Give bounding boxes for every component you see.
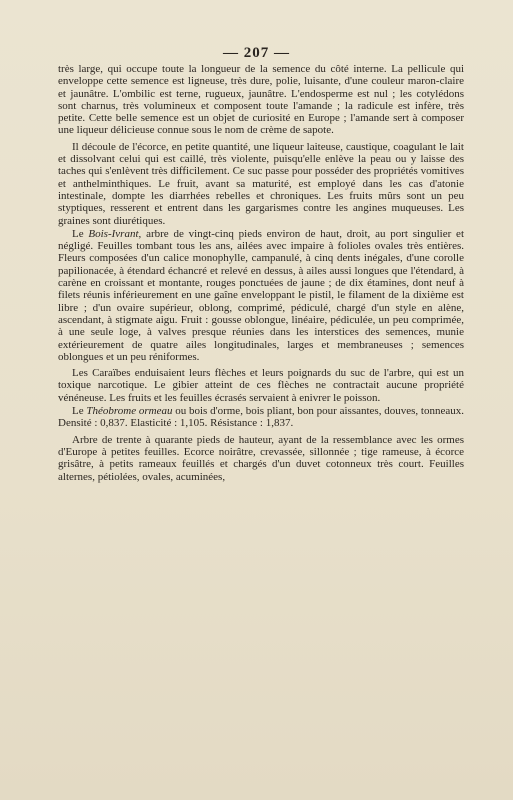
page-body — [58, 63, 464, 484]
paragraph-sapote-latex — [58, 141, 464, 227]
paragraph-text: arbre de vingt-cinq pieds environ de haut, droit, au port singulier et négligé. Feuilles tombant tous les ans, ailées avec impaire à folioles ovales très entières. Fleurs composées d'un calice monophylle, campanulé, à cinq dents inégales, d'une corolle papilionacée, à étendard échancré et relevé en dessus, à ailes aussi longues que l'étendard, à carène en croissant et montante, rouges ponctuées de jaune ; de dix étamines, dont neuf à filets réunis inférieurement en une gaîne enveloppant le pistil, le filament de la dixième est libre ; d'un ovaire supérieur, oblong, comprimé, pédiculé, chargé d'un style en alène, ascendant, à stigmate aigu. Fruit : gousse oblongue, linéaire, pédiculée, un peu comprimée, à une seule loge, à valves presque réunies dans les interstices des semences, munie extérieurement de quatre ailes longitudinales, larges et membraneuses ; semences oblongues et un peu réniformes. — [58, 227, 464, 363]
paragraph-lead: Le — [72, 227, 89, 240]
species-name-theobrome: Théobrome ormeau — [86, 405, 173, 418]
paragraph-text: Arbre de trente à quarante pieds de hauteur, ayant de la ressemblance avec les ormes d'Europe à petites feuilles. Ecorce noirâtre, crevassée, sillonnée ; tige rameuse, à écorce grisâtre, à petits rameaux feuillés et chargés d'un duvet cotonneux très court. Feuilles alternes, pétiolées, ovales, acuminées, — [58, 433, 464, 483]
paragraph-sapote-seed — [58, 63, 464, 137]
paragraph-theobrome — [58, 405, 464, 430]
paragraph-text: Les Caraïbes enduisaient leurs flèches et leurs poignards du suc de l'arbre, qui est un toxique narcotique. Le gibier atteint de ces flèches ne contractait aucune propriété vénéneuse. Les fruits et les feuilles écrasés servaient à enivrer le poisson. — [58, 367, 464, 404]
paragraph-lead: Le — [72, 405, 87, 418]
paragraph-caraibes — [58, 367, 464, 404]
paragraph-arbre-description — [58, 434, 464, 483]
paragraph-text: ou bois d'orme, bois pliant, bon pour aissantes, douves, tonneaux. Densité : 0,837. Elasticité : 1,105. Résistance : 1,837. — [58, 405, 464, 430]
paragraph-bois-ivrant — [58, 228, 464, 363]
paragraph-text: très large, qui occupe toute la longueur de la semence du côté interne. La pellicule qui enveloppe cette semence est ligneuse, très dure, polie, luisante, d'une couleur maron-claire et jaunâtre. L'ombilic est terne, rugueux, jaunâtre. L'endosperme est nul ; les cotylédons sont charnus, très volumineux et composent toute l'amande ; la radicule est infère, très petite. Cette belle semence est un objet de curiosité en Europe ; l'amande sert à composer une liqueur délicieuse connue sous le nom de crème de sapote. — [58, 63, 464, 137]
species-name-bois-ivrant: Bois-Ivrant, — [88, 227, 142, 240]
paragraph-text: Il découle de l'écorce, en petite quantité, une liqueur laiteuse, caustique, coagulant le lait et dissolvant celui qui est caillé, très violente, puisqu'elle enlève la peau ou y laisse des taches qui s'enlèvent très difficilement. Ce suc passe pour posséder des propriétés vomitives et anthelminthiques. Le fruit, avant sa maturité, est employé dans les cas d'atonie intestinale, dompte les diarrhées rebelles et chroniques. Les fruits mûrs sont un peu styptiques, resserent et entrent dans les gargarismes contre les angines muqueuses. Les graines sont diurétiques. — [58, 140, 464, 227]
page-number: — 207 — — [223, 45, 290, 61]
